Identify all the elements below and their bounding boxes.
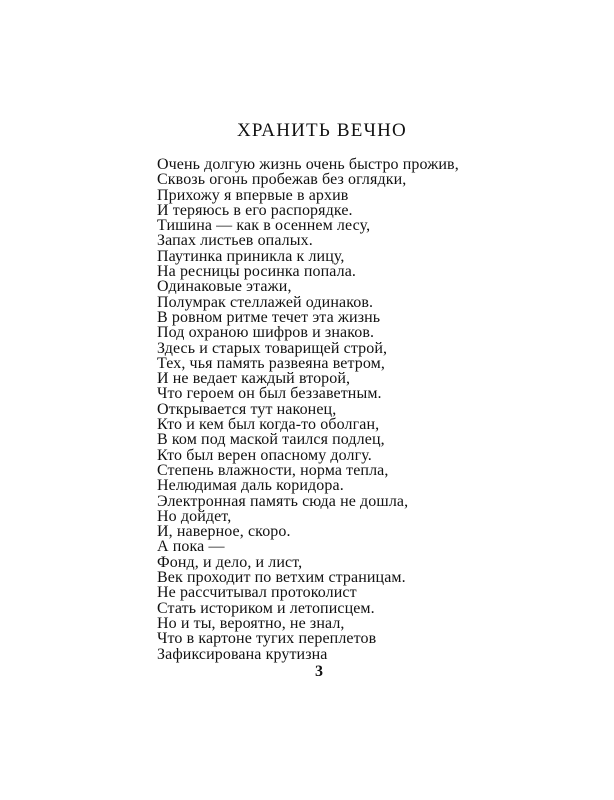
poem-body (157, 157, 457, 662)
poem-line: В ком под маской таился подлец, (157, 431, 385, 449)
poem-line: Кто и кем был когда-то оболган, (157, 416, 380, 434)
poem-line: Электронная память сюда не дошла, (157, 492, 409, 510)
poem-line: Тишина — как в осеннем лесу, (157, 217, 371, 235)
poem-line: Не рассчитывал протоколист (157, 584, 357, 602)
page-number: 3 (315, 663, 323, 680)
poem-line: Полумрак стеллажей одинаков. (157, 293, 374, 311)
poem-title: ХРАНИТЬ ВЕЧНО (237, 120, 407, 141)
poem-line: Фонд, и дело, и лист, (157, 553, 303, 571)
poem-line: И теряюсь в его распорядке. (157, 201, 353, 219)
poem-line: Открывается тут наконец, (157, 400, 337, 418)
poem-line: Тех, чья память развеяна ветром, (157, 354, 385, 372)
poem-line: И, наверное, скоро. (157, 523, 291, 541)
poem-line: Под охраною шифров и знаков. (157, 324, 375, 342)
poem-line: Но и ты, вероятно, не знал, (157, 614, 345, 632)
poem-line: Одинаковые этажи, (157, 278, 292, 296)
poem-line: Прихожу я впервые в архив (157, 186, 349, 204)
poem-line: Сквозь огонь пробежав без оглядки, (157, 171, 407, 189)
poem-line: Но дойдет, (157, 507, 232, 525)
poem-line: А пока — (157, 538, 225, 556)
poem-line: Нелюдимая даль коридора. (157, 477, 344, 495)
poem-line: В ровном ритме течет эта жизнь (157, 308, 381, 326)
poem-line: Зафиксирована крутизна (157, 645, 328, 663)
poem-line: Век проходит по ветхим страницам. (157, 569, 406, 587)
poem-line: На ресницы росинка попала. (157, 263, 357, 281)
poem-line: Запах листьев опалых. (157, 232, 313, 250)
poem-line: Паутинка приникла к лицу, (157, 247, 345, 265)
poem-line: Стать историком и летописцем. (157, 599, 375, 617)
poem-line: Кто был верен опасному долгу. (157, 446, 372, 464)
poem-line: Что в картоне тугих переплетов (157, 630, 377, 648)
poem-line: Что героем он был беззаветным. (157, 385, 382, 403)
poem-line: Здесь и старых товарищей строй, (157, 339, 388, 357)
poem-line: Очень долгую жизнь очень быстро прожив, (157, 156, 459, 173)
poem-line: И не ведает каждый второй, (157, 370, 351, 388)
poem-line: Степень влажности, норма тепла, (157, 461, 389, 479)
